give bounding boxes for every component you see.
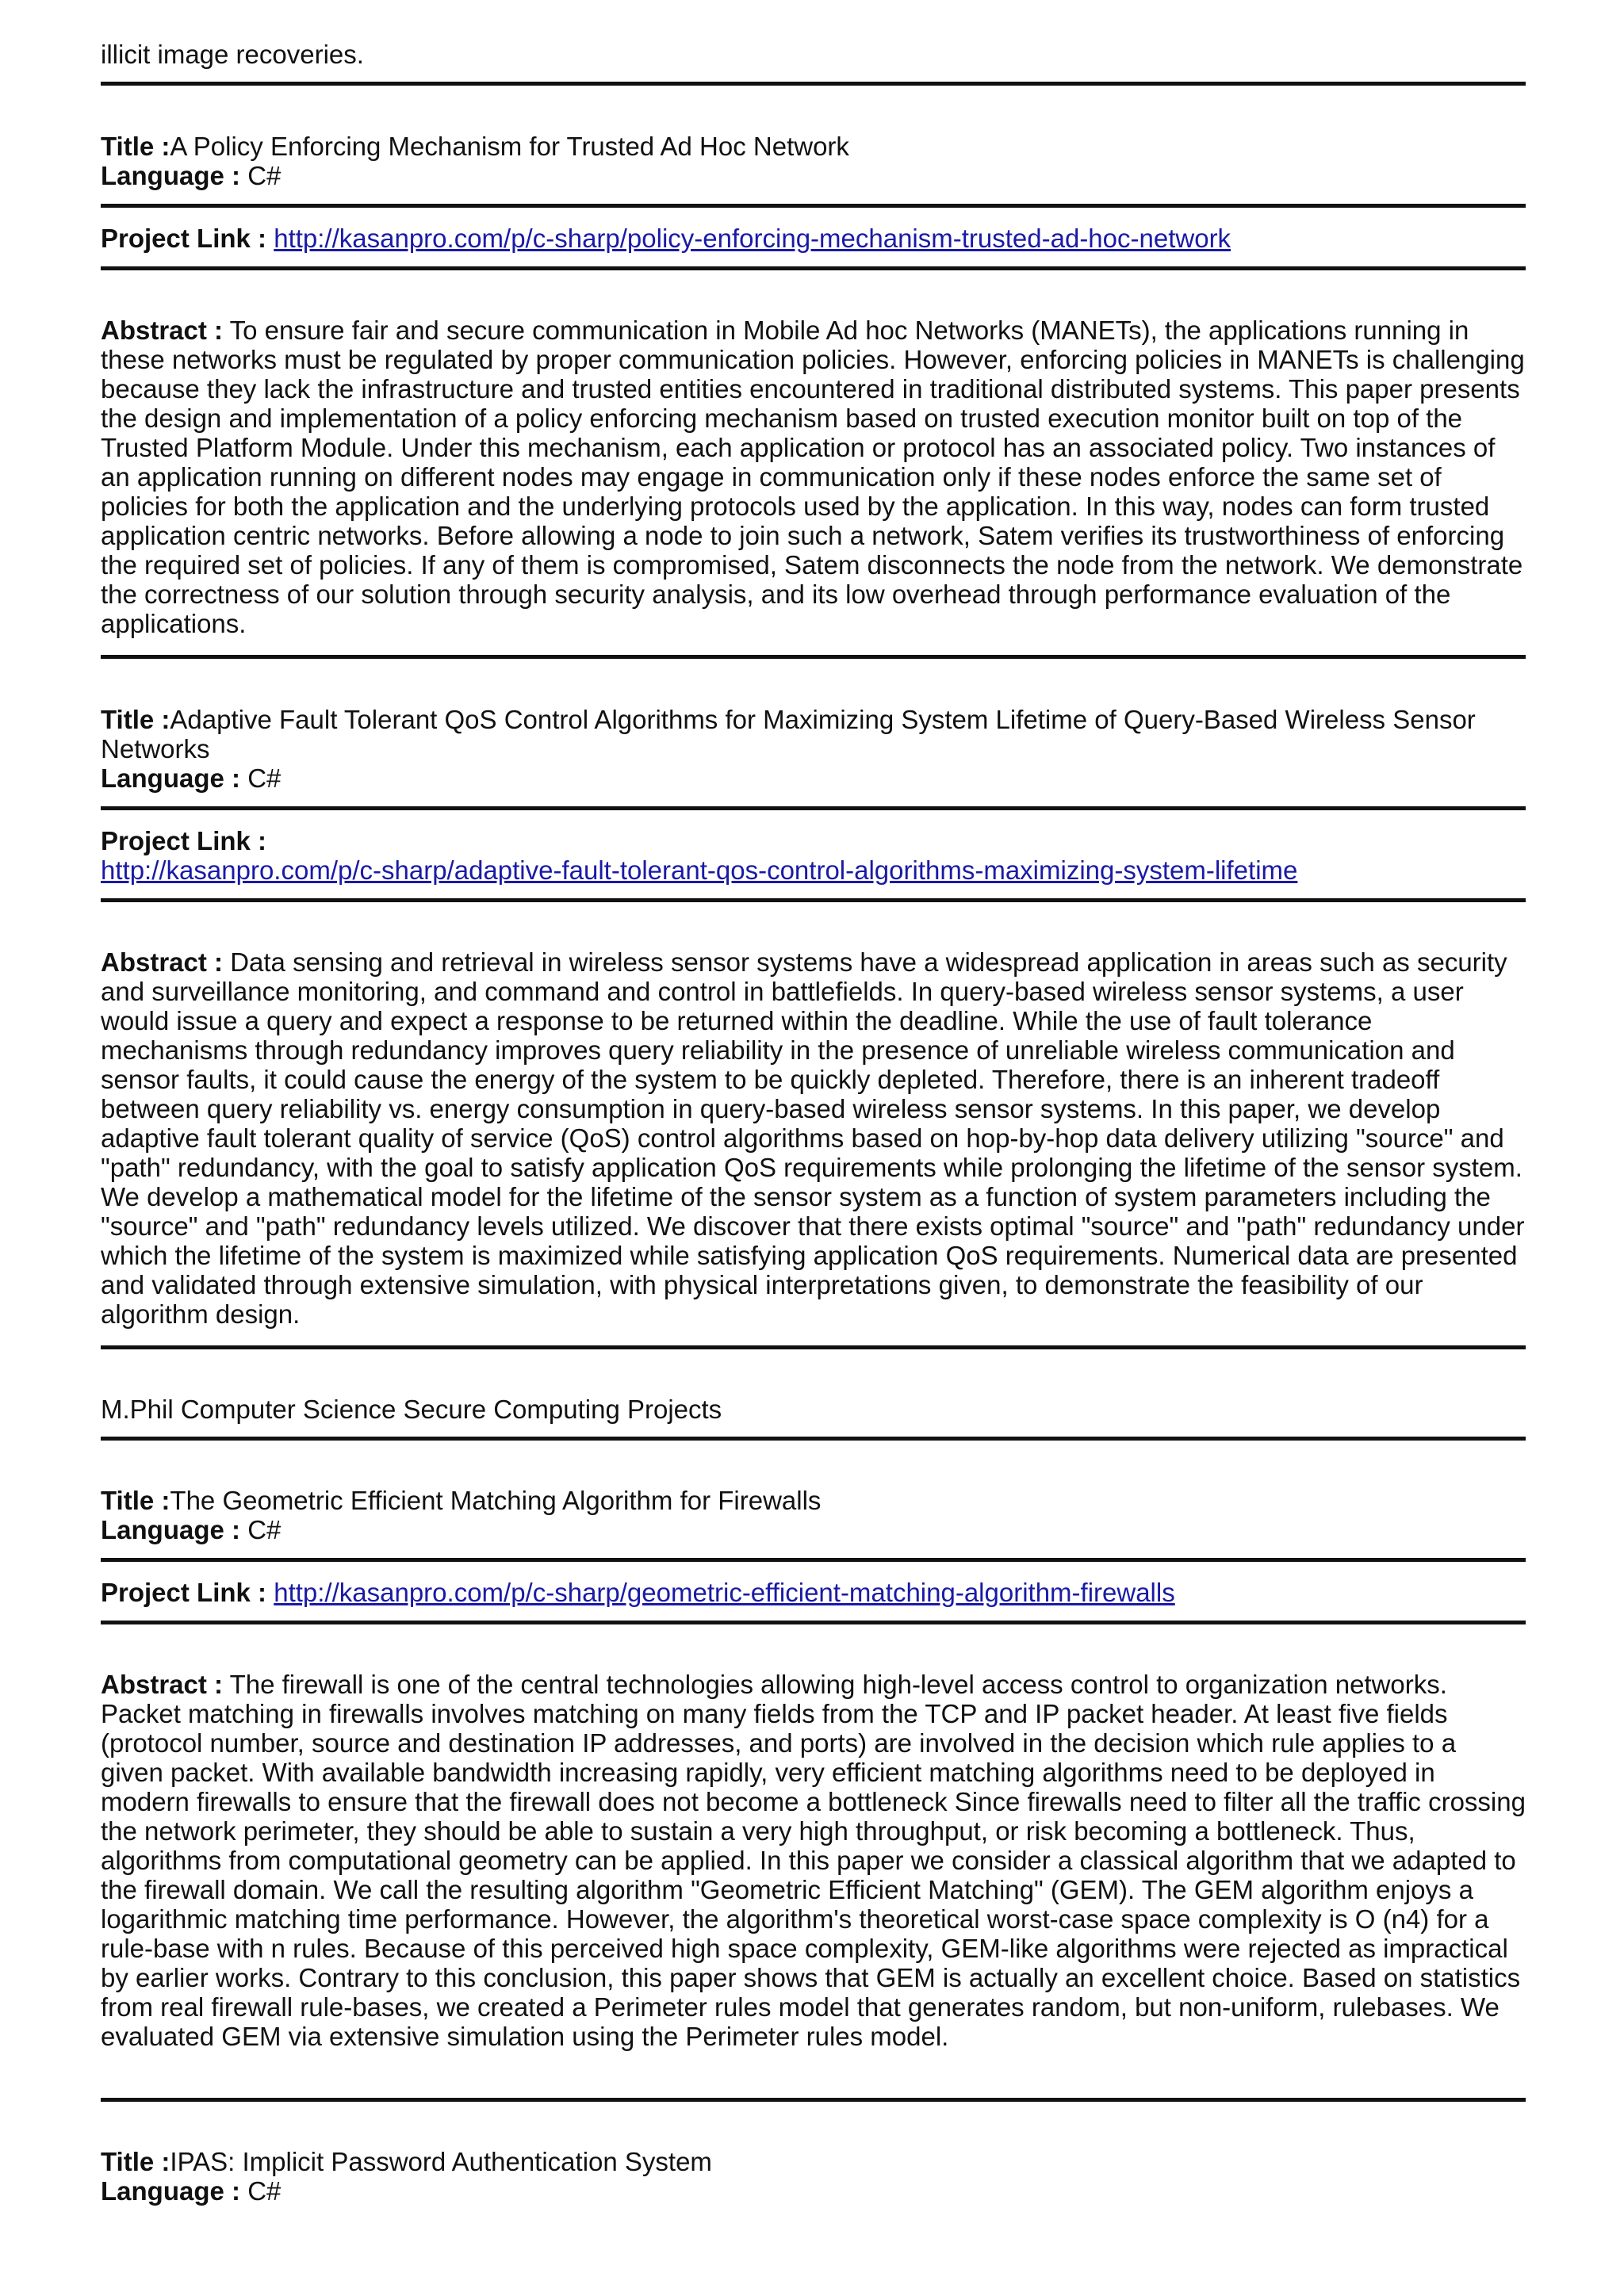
divider [101,898,1526,902]
project-link-label: Project Link : [101,1578,267,1607]
divider [101,1345,1526,1349]
entry-title [101,132,1526,161]
entry-title-text: IPAS: Implicit Password Authentication System [170,2147,712,2176]
language-label: Language : [101,161,241,190]
entry-title-text: A Policy Enforcing Mechanism for Trusted Ad Hoc Network [170,132,849,161]
language-value: C# [247,2176,282,2206]
abstract-paragraph [101,316,1532,638]
language-label: Language : [101,1515,241,1544]
title-label: Title : [101,2147,170,2176]
divider [101,2098,1526,2102]
divider [101,806,1526,810]
language-label: Language : [101,763,241,793]
entry-title-text: The Geometric Efficient Matching Algorithm for Firewalls [170,1486,822,1515]
divider [101,1558,1526,1562]
project-link-row [101,855,1526,885]
entry-language [101,763,1526,793]
abstract-label: Abstract : [101,316,224,345]
divider [101,82,1526,86]
language-value: C# [247,161,282,190]
abstract-label: Abstract : [101,1670,224,1699]
title-label: Title : [101,705,170,734]
divider [101,204,1526,208]
project-link-row [101,224,1526,253]
language-label: Language : [101,2176,241,2206]
entry-title [101,705,1526,763]
abstract-text: The firewall is one of the central technologies allowing high-level access control to organization networks. Packet matching in firewalls involves matching on many fields from the TCP and IP packet header. At least five fields (protocol number, source and destination IP addresses, and ports) are involved in the decision which rule applies to a given packet. With available bandwidth increasing rapidly, very efficient matching algorithms need to be deployed in modern firewalls to ensure that the firewall does not become a bottleneck Since firewalls need to filter all the traffic crossing the network perimeter, they should be able to sustain a very high throughput, or risk becoming a bottleneck. Thus, algorithms from computational geometry can be applied. In this paper we consider a classical algorithm that we adapted to the firewall domain. We call the resulting algorithm "Geometric Efficient Matching" (GEM). The GEM algorithm enjoys a logarithmic matching time performance. However, the algorithm's theoretical worst-case space complexity is O (n4) for a rule-base with n rules. Because of this perceived high space complexity, GEM-like algorithms were rejected as impractical by earlier works. Contrary to this conclusion, this paper shows that GEM is actually an excellent choice. Based on statistics from real firewall rule-bases, we created a Perimeter rules model that generates random, but non-uniform, rulebases. We evaluated GEM via extensive simulation using the Perimeter rules model. [101,1670,1534,2051]
abstract-text: Data sensing and retrieval in wireless sensor systems have a widespread application in areas such as security and surveillance monitoring, and command and control in battlefields. In query-based wireless sensor systems, a user would issue a query and expect a response to be returned within the deadline. While the use of fault tolerance mechanisms through redundancy improves query reliability in the presence of unreliable wireless communication and sensor faults, it could cause the energy of the system to be quickly depleted. Therefore, there is an inherent tradeoff between query reliability vs. energy consumption in query-based wireless sensor systems. In this paper, we develop adaptive fault tolerant quality of service (QoS) control algorithms based on hop-by-hop data delivery utilizing "source" and "path" redundancy, with the goal to satisfy application QoS requirements while prolonging the lifetime of the sensor system. We develop a mathematical model for the lifetime of the sensor system as a function of system parameters including the "source" and "path" redundancy levels utilized. We discover that there exists optimal "source" and "path" redundancy under which the lifetime of the system is maximized while satisfying application QoS requirements. Numerical data are presented and validated through extensive simulation, with physical interpretations given, to demonstrate the feasibility of our algorithm design. [101,947,1532,1329]
divider [101,1437,1526,1441]
title-label: Title : [101,1486,170,1515]
project-link-row [101,826,1526,855]
project-link[interactable]: http://kasanpro.com/p/c-sharp/geometric-efficient-matching-algorithm-firewalls [274,1578,1175,1607]
project-link-label: Project Link : [101,224,267,253]
project-link[interactable]: http://kasanpro.com/p/c-sharp/policy-enforcing-mechanism-trusted-ad-hoc-network [274,224,1231,253]
language-value: C# [247,763,282,793]
abstract-text: To ensure fair and secure communication in Mobile Ad hoc Networks (MANETs), the applications running in these networks must be regulated by proper communication policies. However, enforcing policies in MANETs is challenging because they lack the infrastructure and trusted entities encountered in traditional distributed systems. This paper presents the design and implementation of a policy enforcing mechanism based on trusted execution monitor built on top of the Trusted Platform Module. Under this mechanism, each application or protocol has an associated policy. Two instances of an application running on different nodes may engage in communication only if these nodes enforce the same set of policies for both the application and the underlying protocols used by the application. In this way, nodes can form trusted application centric networks. Before allowing a node to join such a network, Satem verifies its trustworthiness of enforcing the required set of policies. If any of them is compromised, Satem disconnects the node from the network. We demonstrate the correctness of our solution through security analysis, and its low overhead through performance evaluation of the applications. [101,316,1532,638]
entry-language [101,1515,1526,1544]
abstract-label: Abstract : [101,947,224,977]
title-label: Title : [101,132,170,161]
abstract-paragraph [101,1670,1534,2051]
divider [101,266,1526,270]
section-heading: M.Phil Computer Science Secure Computing Projects [101,1395,722,1424]
entry-language [101,2176,1526,2206]
entry-title-text: Adaptive Fault Tolerant QoS Control Algorithms for Maximizing System Lifetime of Query-Based Wireless Sensor Networks [101,705,1483,763]
project-link-label: Project Link : [101,826,267,855]
project-link[interactable]: http://kasanpro.com/p/c-sharp/adaptive-fault-tolerant-qos-control-algorithms-maximizing-system-lifetime [101,855,1298,885]
entry-language [101,161,1526,190]
abstract-paragraph [101,947,1532,1329]
entry-title [101,2147,1526,2176]
language-value: C# [247,1515,282,1544]
divider [101,1621,1526,1624]
project-link-row [101,1578,1526,1607]
top-fragment: illicit image recoveries. [101,40,364,69]
divider [101,655,1526,659]
entry-title [101,1486,1526,1515]
